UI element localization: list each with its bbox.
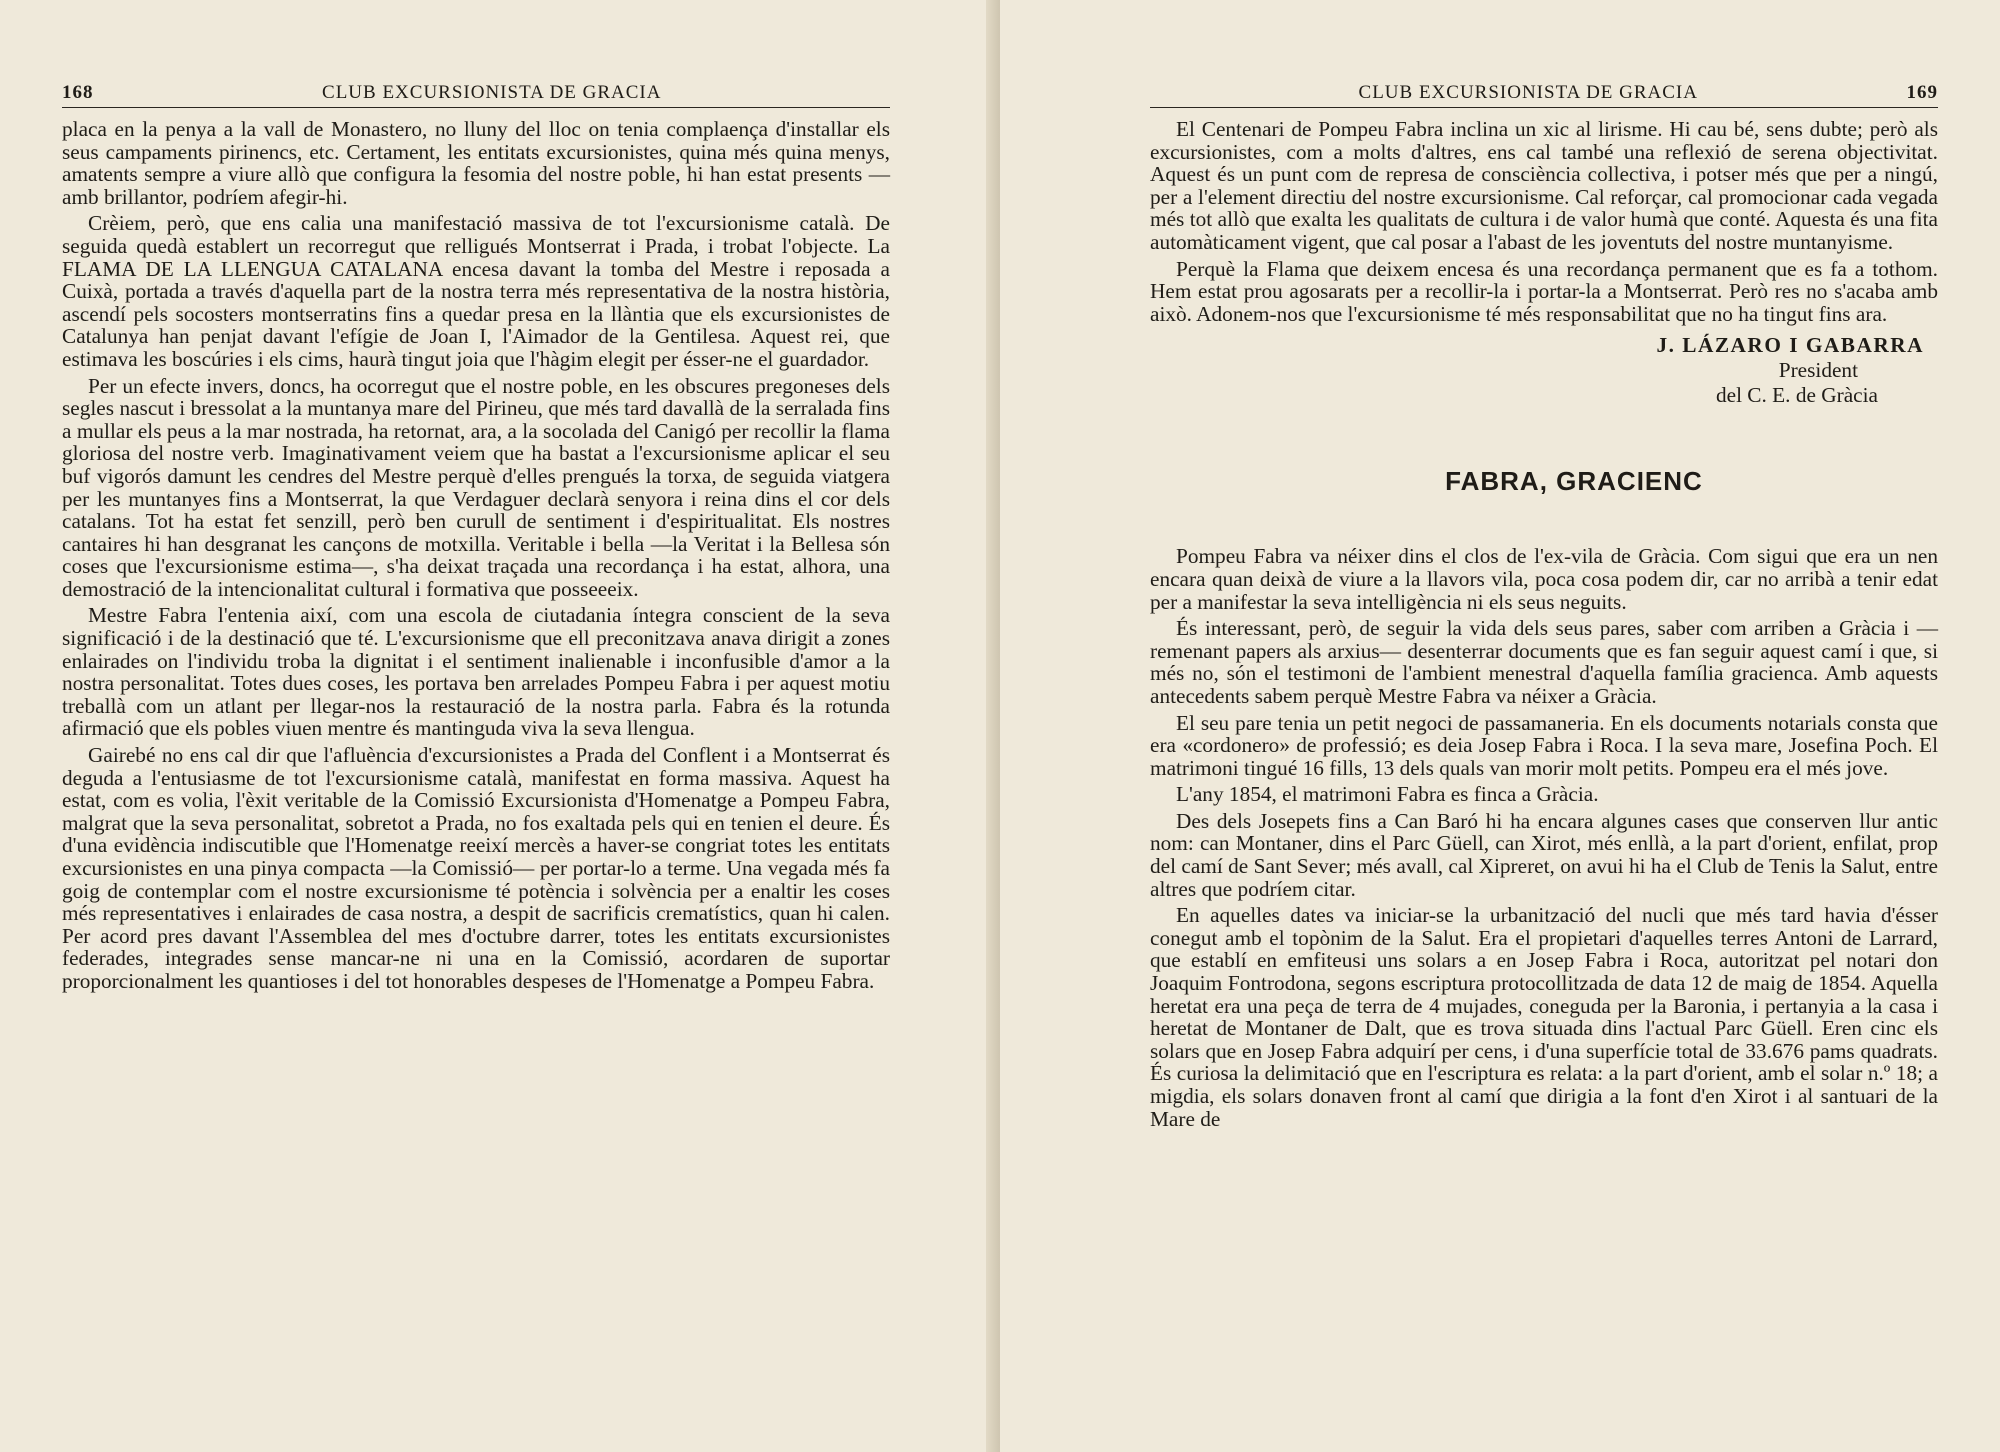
running-head-right	[1150, 82, 1938, 108]
section-title: FABRA, GRACIENC	[1445, 466, 1703, 497]
signature-name: J. LÁZARO I GABARRA	[1656, 333, 1924, 358]
paragraph: Crèiem, però, que ens calia una manifestació massiva de tot l'excursionisme català. De seguida quedà establert un recorregut que relligués Montserrat i Prada, i trobat l'objecte. La FLAMA DE LA LLENGUA CATALANA encesa davant la tomba del Mestre i reposada a Cuixà, portada a través d'aquella part de la nostra terra més representativa de la nostra història, ascendí pels socosters montserratins fins a quedar presa en la llàntia que els excursionistes de Catalunya han penjat davant l'efígie de Joan I, l'Aimador de la Gentilesa. Aquest rei, que estimava les boscúries i els cims, haurà tingut joia que l'hàgim elegit per ésser-ne el guardador.	[62, 211, 890, 371]
paragraph: Mestre Fabra l'entenia així, com una escola de ciutadania íntegra conscient de la seva significació i de la destinació que té. L'excursionisme que ell preconitzava anava dirigit a zones enlairades on l'individu troba la dignitat i el sentiment inalienable i inconfusible d'amor a la nostra personalitat. Totes dues coses, les portava ben arrelades Pompeu Fabra i per aquest motiu treballà com un atlant per llegar-nos la restauració de la nostra parla. Fabra és la rotunda afirmació que els pobles viuen mentre és mantinguda viva la seva llengua.	[62, 603, 890, 741]
paragraph: Gairebé no ens cal dir que l'afluència d'excursionistes a Prada del Conflent i a Montserrat és deguda a l'entusiasme de tot l'excursionisme català, manifestat en forma massiva. Aquest ha estat, com es volia, l'èxit veritable de la Comissió Excursionista d'Homenatge a Pompeu Fabra, malgrat que la seva personalitat, sobretot a Prada, no fos exaltada pels qui en tenien el deure. És d'una evidència indiscutible que l'Homenatge reeixí mercès a haver-se congriat totes les entitats excursionistes en una pinya compacta —la Comissió— per portar-lo a terme. Una vegada més fa goig de contemplar com el nostre excursionisme té potència i solvència per a enaltir les coses més representatives i enlairades de casa nostra, a despit de sacrificis crematístics, quan hi calen. Per acord pres davant l'Assemblea del mes d'octubre darrer, totes les entitats excursionistes federades, integrades sense mancar-ne ni una en la Comissió, acordaren de suportar proporcionalment les quantioses i del tot honorables despeses de l'Homenatge a Pompeu Fabra.	[62, 743, 890, 993]
paragraph: Per un efecte invers, doncs, ha ocorregut que el nostre poble, en les obscures pregoneses dels segles nascut i bressolat a la muntanya mare del Pirineu, que més tard davallà de la serralada fins a mullar els peus a la mar nostrada, ha retornat, ara, a la socolada del Canigó per recollir la flama gloriosa del nostre verb. Imaginativament veiem que ha bastat a l'excursionisme aplicar el seu buf vigorós damunt les cendres del Mestre perquè d'elles prengués la torxa, de seguida viatgera per les muntanyes fins a Montserrat, la que Verdaguer declarà senyora i reina dins el cor dels catalans. Tot ha estat fet senzill, però ben curull de sentiment i d'espiritualitat. Els nostres cantaires hi han desgranat les cançons de motxilla. Veritable i bella —la Veritat i la Bellesa són coses que l'excursionisme estima—, s'ha deixat traçada una recordança i ha estat, alhora, una demostració de la intencionalitat cultural i formativa que posseeeix.	[62, 373, 890, 601]
right-body-text-bottom	[1150, 545, 1938, 1130]
page-number: 169	[1906, 82, 1938, 103]
paragraph: Pompeu Fabra va néixer dins el clos de l'ex-vila de Gràcia. Com sigui que era un nen encara quan deixà de viure a la llavors vila, poca cosa podem dir, car no arribà a tenir edat per a manifestar la seva intelligència ni els seus neguits.	[1150, 544, 1938, 614]
paragraph: placa en la penya a la vall de Monastero, no lluny del lloc on tenia complaença d'installar els seus campaments pirinencs, etc. Certament, les entitats excursionistes, quina més quina menys, amatents sempre a viure allò que configura la fesomia del nostre poble, hi han estat presents —amb brillantor, podríem afegir-hi.	[62, 117, 890, 209]
running-head-left	[62, 82, 890, 108]
paragraph: L'any 1854, el matrimoni Fabra es finca a Gràcia.	[1176, 782, 1599, 807]
running-head-title: CLUB EXCURSIONISTA DE GRACIA	[322, 82, 662, 103]
signature-org: del C. E. de Gràcia	[1715, 383, 1878, 408]
left-body-text	[62, 118, 890, 993]
running-head-title: CLUB EXCURSIONISTA DE GRACIA	[1358, 82, 1698, 103]
signature-block	[1150, 333, 1938, 408]
paragraph: En aquelles dates va iniciar-se la urbanització del nucli que més tard havia d'ésser conegut amb el topònim de la Salut. Era el propietari d'aquelles terres Antoni de Larrard, que establí en emfiteusi uns solars a en Josep Fabra i Roca, autoritzat pel notari don Joaquim Fontrodona, segons escriptura protocollitzada de data 12 de maig de 1854. Aquella heretat era una peça de terra de 4 mujades, coneguda per la Baronia, i pertanyia a la casa i heretat de Montaner de Dalt, que es trova situada dins l'actual Parc Güell. Eren cinc els solars que en Josep Fabra adquirí per cens, i d'una superfície total de 33.676 pams quadrats. És curiosa la delimitació que en l'escriptura es relata: a la part d'orient, amb el solar n.º 18; a migdia, els solars donaven front al camí que dirigia a la font d'en Xirot i al santuari de la Mare de	[1150, 903, 1938, 1131]
page-number: 168	[62, 82, 94, 103]
paragraph: Des dels Josepets fins a Can Baró hi ha encara algunes cases que conserven llur antic nom: can Montaner, dins el Parc Güell, can Xirot, més enllà, a la part d'orient, enfilat, prop del camí de Sant Sever; més avall, cal Xipreret, on avui hi ha el Club de Tenis la Salut, entre altres que podríem citar.	[1150, 808, 1938, 901]
right-page	[1000, 0, 2000, 1452]
paragraph: Perquè la Flama que deixem encesa és una recordança permanent que es fa a tothom. Hem estat prou agosarats per a recollir-la i portar-la a Montserrat. Però res no s'acaba amb això. Adonem-nos que l'excursionisme té més responsabilitat que no ha tingut fins ara.	[1150, 256, 1938, 326]
paragraph: El seu pare tenia un petit negoci de passamaneria. En els documents notarials consta que era «cordonero» de professió; es deia Josep Fabra i Roca. I la seva mare, Josefina Poch. El matrimoni tingué 16 fills, 13 dels quals van morir molt petits. Pompeu era el més jove.	[1150, 710, 1938, 780]
paragraph: El Centenari de Pompeu Fabra inclina un xic al lirisme. Hi cau bé, sens dubte; però als excursionistes, com a molts d'altres, ens cal també una reflexió de serena objectivitat. Aquest és un punt com de represa de consciència collectiva, i potser més que per a ningú, per a l'element directiu del nostre excursionisme. Cal reforçar, cal promocionar cada vegada més tot allò que exalta les qualitats de cultura i de valor humà que conté. Aquesta és una fita automàticament vigent, que cal posar a l'abast de les joventuts del nostre muntanyisme.	[1150, 117, 1938, 254]
paragraph: És interessant, però, de seguir la vida dels seus pares, saber com arriben a Gràcia i —remenant papers als arxius— desenterrar documents que es fan seguir aquest camí i que, si més no, són el testimoni de l'ambient menestral d'aquella família gracienca. Amb aquests antecedents sabem perquè Mestre Fabra va néixer a Gràcia.	[1150, 616, 1938, 708]
signature-role: President	[1778, 358, 1858, 383]
right-body-text-top	[1150, 118, 1938, 325]
